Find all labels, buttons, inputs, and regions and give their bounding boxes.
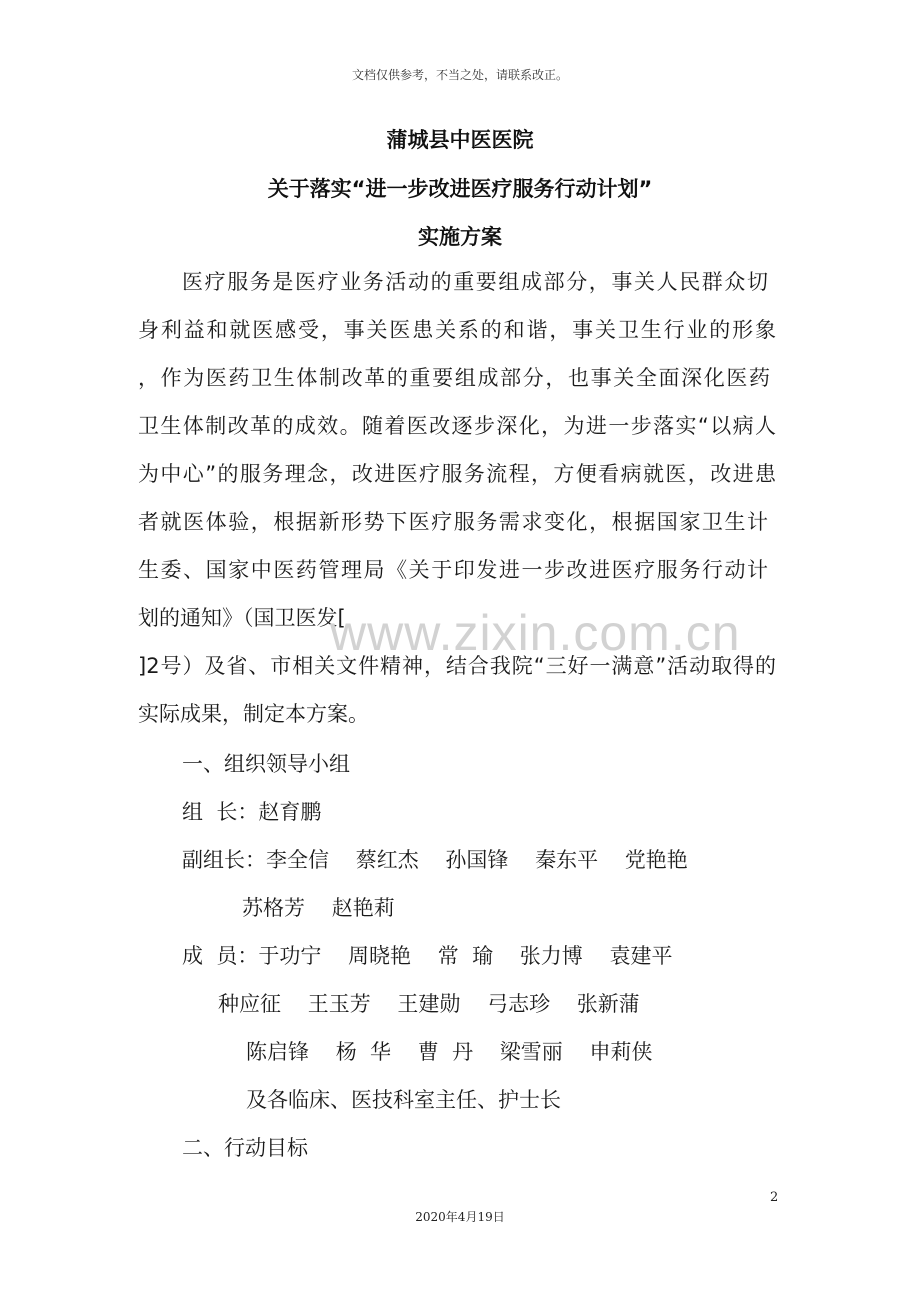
page-footer-date: 2020年4月19日 [415,1210,505,1224]
body-paragraph-line: 为中心”的服务理念，改进医疗服务流程，方便看病就医，改进患 [138,462,776,486]
members-line: 陈启锋 杨 华 曹 丹 梁雪丽 申莉侠 [246,1040,653,1064]
deputy-leaders-line: 苏格芳 赵艳莉 [242,896,395,920]
body-paragraph-line: ，作为医药卫生体制改革的重要组成部分，也事关全面深化医药 [138,366,770,390]
members-line: 种应征 王玉芳 王建勋 弓志珍 张新蒲 [218,992,640,1016]
body-paragraph-line: 划的通知》（国卫医发[ [138,606,346,630]
section-heading-organization: 一、组织领导小组 [182,752,350,776]
document-title-hospital: 蒲城县中医医院 [386,128,534,152]
watermark: www.zixin.com.cn [330,605,741,661]
page-number: 2 [770,1190,779,1205]
document-title-plan: 实施方案 [418,225,502,249]
members-line: 成 员：于功宁 周晓艳 常 瑜 张力博 袁建平 [182,944,673,968]
document-title-subject: 关于落实“进一步改进医疗服务行动计划” [267,177,653,201]
group-leader-line: 组 长：赵育鹏 [182,800,322,824]
body-paragraph-line: 实际成果，制定本方案。 [138,702,369,726]
body-paragraph-line: 者就医体验，根据新形势下医疗服务需求变化，根据国家卫生计 [138,510,768,534]
deputy-leaders-line: 副组长：李全信 蔡红杰 孙国锋 秦东平 党艳艳 [182,848,688,872]
body-paragraph-line: 生委、国家中医药管理局《关于印发进一步改进医疗服务行动计 [138,558,768,582]
section-heading-goals: 二、行动目标 [182,1136,308,1160]
page-header-disclaimer: 文档仅供参考，不当之处，请联系改正。 [351,68,568,82]
members-line: 及各临床、医技科室主任、护士长 [246,1088,561,1112]
body-paragraph-line: 身利益和就医感受，事关医患关系的和谐，事关卫生行业的形象 [138,318,776,342]
body-paragraph-line: ]2号）及省、市相关文件精神，结合我院“三好一满意”活动取得的 [138,654,776,678]
body-paragraph-line: 医疗服务是医疗业务活动的重要组成部分，事关人民群众切 [182,270,768,294]
body-paragraph-line: 卫生体制改革的成效。随着医改逐步深化，为进一步落实“以病人 [138,414,776,438]
